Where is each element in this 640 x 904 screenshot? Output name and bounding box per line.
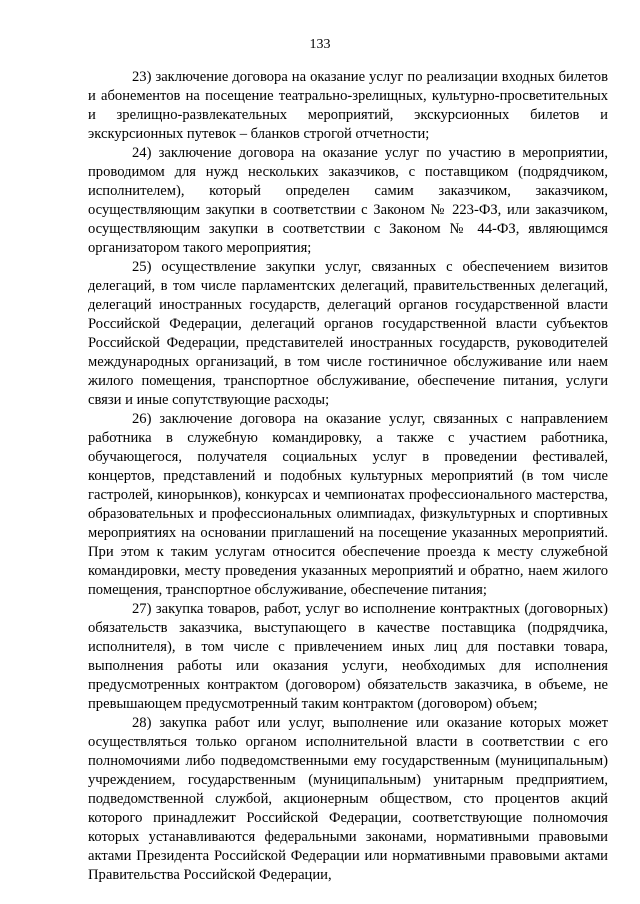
document-body <box>88 68 608 885</box>
clause-28: 28) закупка работ или услуг, выполнение или оказание которых может осуществляться только органом исполнительной власти в соответствии с его полномочиями либо подведомственными ему государственным (муниципальным) учреждением, государственным (муниципальным) унитарным предприятием, подведомственной службой, акционерным обществом, сто процентов акций которого принадлежит Российской Федерации, соответствующие полномочия которых устанавливаются федеральными законами, нормативными правовыми актами Президента Российской Федерации или нормативными правовыми актами Правительства Российской Федерации, <box>88 715 608 883</box>
clause-23: 23) заключение договора на оказание услуг по реализации входных билетов и абонементов на посещение театрально-зрелищных, культурно-просветительных и зрелищно-развлекательных мероприятий, экскурсионных билетов и экскурсионных путевок – бланков строгой отчетности; <box>88 69 608 142</box>
clause-26: 26) заключение договора на оказание услуг, связанных с направлением работника в служебную командировку, а также с участием работника, обучающегося, получателя социальных услуг в проведении фестивалей, концертов, представлений и подобных культурных мероприятий (в том числе гастролей, кинорынков), конкурсах и чемпионатах профессионального мастерства, образовательных и профессиональных олимпиадах, физкультурных и спортивных мероприятиях на основании приглашений на посещение указанных мероприятий. При этом к таким услугам относится обеспечение проезда к месту служебной командировки, месту проведения указанных мероприятий и обратно, наем жилого помещения, транспортное обслуживание, обеспечение питания; <box>88 411 608 598</box>
page-number: 133 <box>309 37 331 52</box>
clause-24: 24) заключение договора на оказание услуг по участию в мероприятии, проводимом для нужд нескольких заказчиков, с поставщиком (подрядчиком, исполнителем), который определен самим заказчиком, заказчиком, осуществляющим закупки в соответствии с Законом № 223-ФЗ, или заказчиком, осуществляющим закупки в соответствии с Законом № 44-ФЗ, являющимся организатором такого мероприятия; <box>88 145 608 256</box>
clause-27: 27) закупка товаров, работ, услуг во исполнение контрактных (договорных) обязательств заказчика, выступающего в качестве поставщика (подрядчика, исполнителя), в том числе с привлечением иных лиц для поставки товара, выполнения работы или оказания услуги, необходимых для исполнения предусмотренных контрактом (договором) обязательств заказчика, в объеме, не превышающем предусмотренный таким контрактом (договором) объем; <box>88 601 608 712</box>
clause-25: 25) осуществление закупки услуг, связанных с обеспечением визитов делегаций, в том числе парламентских делегаций, правительственных делегаций, делегаций иностранных государств, делегаций органов государственной власти Российской Федерации, делегаций органов государственной власти субъектов Российской Федерации, представителей иностранных государств, руководителей международных организаций, в том числе гостиничное обслуживание или наем жилого помещения, транспортное обслуживание, обеспечение питания, услуги связи и иные сопутствующие расходы; <box>88 259 608 408</box>
